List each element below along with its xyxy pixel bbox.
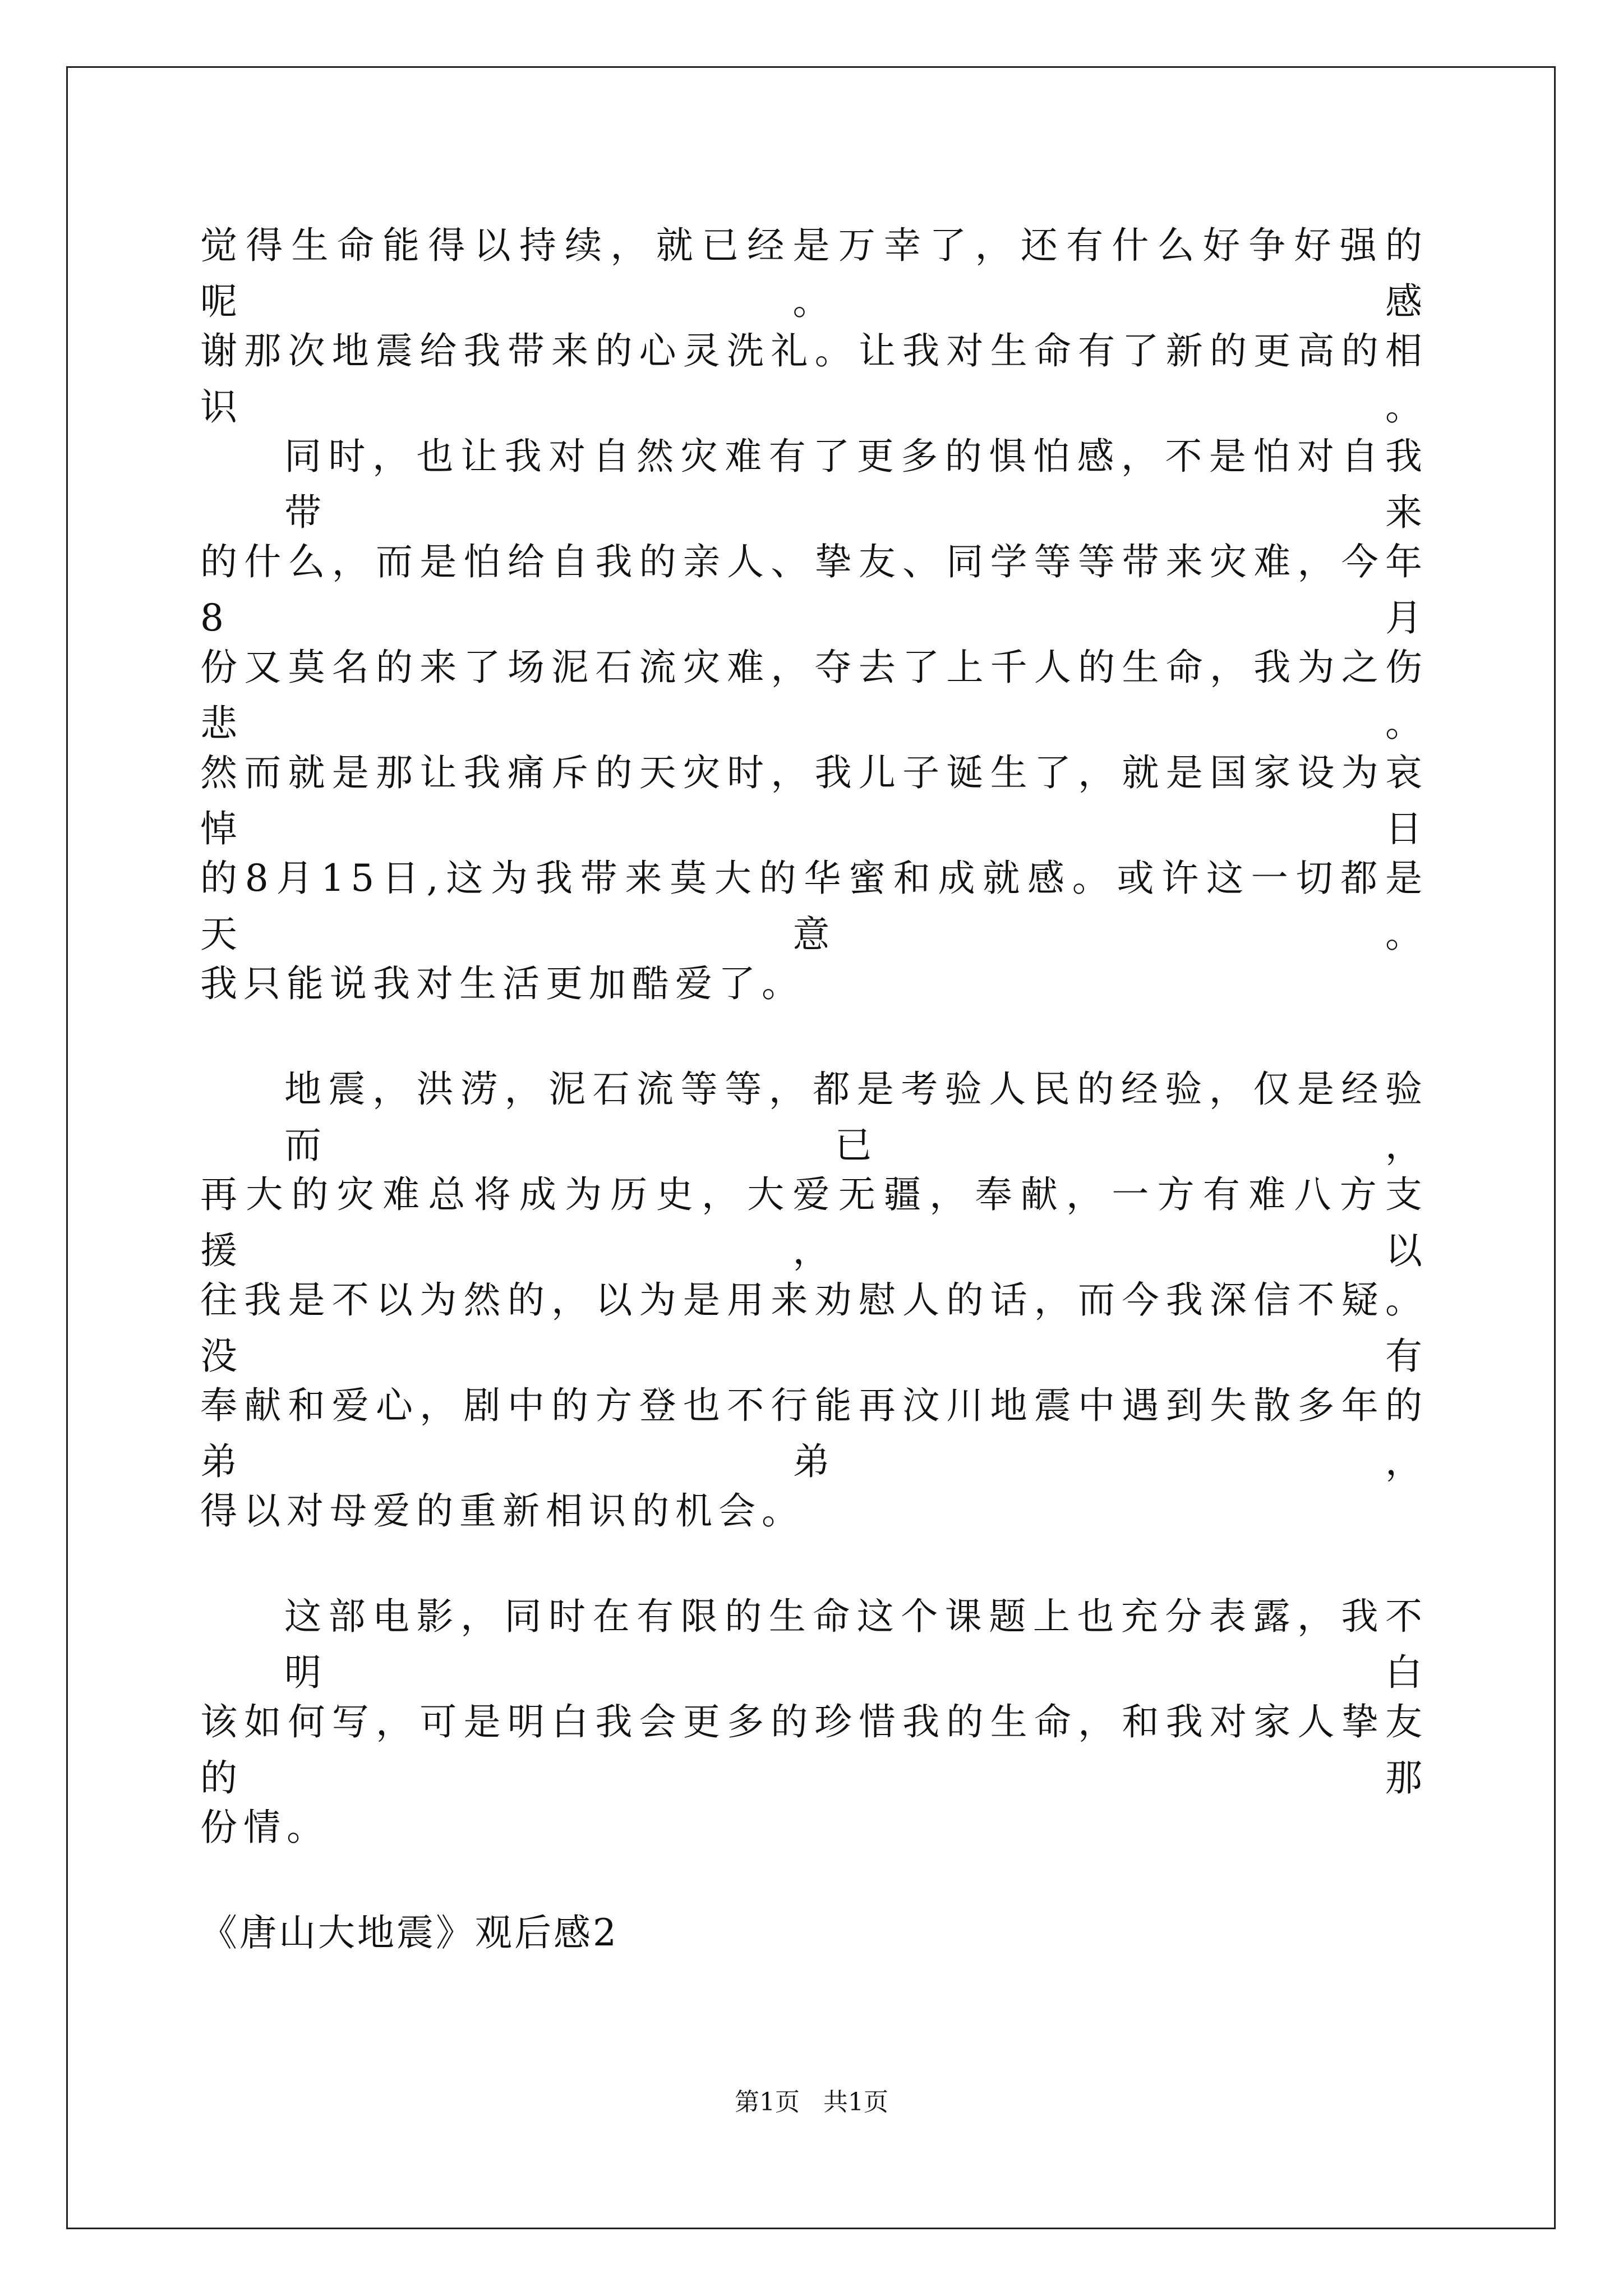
text-line: 份情。 — [200, 1806, 330, 1849]
page-number: 第1页 — [735, 2088, 800, 2116]
page-footer — [0, 2086, 1623, 2119]
page-total: 共1页 — [823, 2088, 888, 2116]
text-line: 然而就是那让我痛斥的天灾时，我儿子诞生了，就是国家设为哀悼日 — [200, 751, 1428, 850]
text-line: 的8月15日,这为我带来莫大的华蜜和成就感。或许这一切都是天意。 — [200, 857, 1428, 956]
text-line: 地震，洪涝，泥石流等等，都是考验人民的经验，仅是经验而已， — [284, 1068, 1428, 1167]
text-line: 得以对母爱的重新相识的机会。 — [200, 1489, 805, 1533]
document-body — [200, 218, 1428, 2010]
text-line: 这部电影，同时在有限的生命这个课题上也充分表露，我不明白 — [284, 1595, 1428, 1694]
text-line: 该如何写，可是明白我会更多的珍惜我的生命，和我对家人挚友的那 — [200, 1700, 1428, 1800]
text-line: 同时，也让我对自然灾难有了更多的惧怕感，不是怕对自我带来 — [284, 435, 1428, 534]
text-line: 的什么，而是怕给自我的亲人、挚友、同学等等带来灾难，今年8月 — [200, 540, 1428, 639]
text-line: 再大的灾难总将成为历史，大爱无疆，奉献，一方有难八方支援，以 — [200, 1173, 1428, 1272]
text-line: 奉献和爱心，剧中的方登也不行能再汶川地震中遇到失散多年的弟弟， — [200, 1384, 1428, 1483]
text-line: 往我是不以为然的，以为是用来劝慰人的话，而今我深信不疑。没有 — [200, 1278, 1428, 1378]
text-line: 份又莫名的来了场泥石流灾难，夺去了上千人的生命，我为之伤悲。 — [200, 646, 1428, 745]
text-line: 我只能说我对生活更加酷爱了。 — [200, 962, 805, 1005]
section-heading: 《唐山大地震》观后感2 — [200, 1911, 619, 1954]
text-line: 谢那次地震给我带来的心灵洗礼。让我对生命有了新的更高的相识。 — [200, 329, 1428, 429]
text-line: 觉得生命能得以持续，就已经是万幸了，还有什么好争好强的呢。感 — [200, 224, 1428, 323]
